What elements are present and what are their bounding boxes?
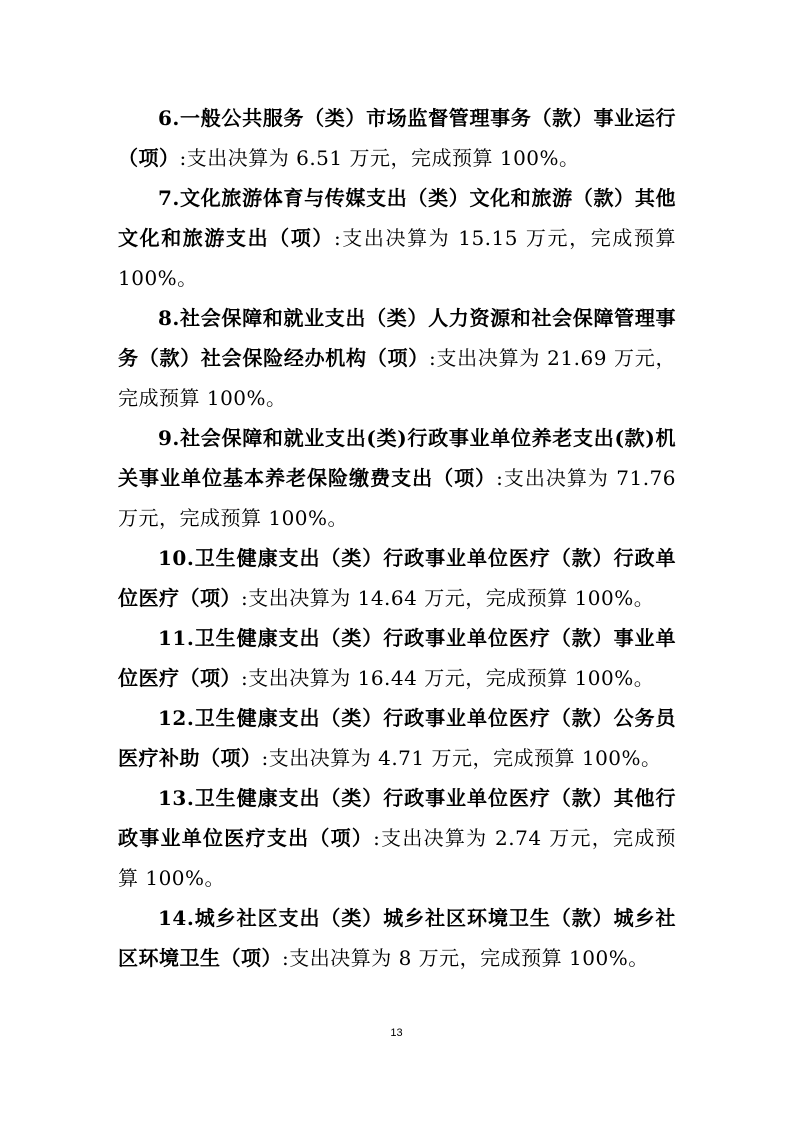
- paragraph-item-6: [118, 98, 676, 178]
- paragraph-item-13: [118, 778, 676, 898]
- paragraph-heading: 8.社会保障和就业支出（类）人力资源和社会保障管理事务（款）社会保险经办机构（项）: [118, 306, 676, 370]
- paragraph-text: :支出决算为 4.71 万元，完成预算 100%。: [261, 746, 662, 770]
- paragraph-text: :支出决算为 8 万元，完成预算 100%。: [282, 946, 649, 970]
- paragraph-heading: 7.文化旅游体育与传媒支出（类）文化和旅游（款）其他文化和旅游支出（项）: [118, 186, 676, 250]
- paragraph-heading: 10.卫生健康支出（类）行政事业单位医疗（款）行政单位医疗（项）: [118, 546, 676, 610]
- paragraph-text: :支出决算为 15.15 万元，完成预算 100%。: [118, 226, 676, 290]
- paragraph-text: :支出决算为 71.76 万元，完成预算 100%。: [118, 466, 677, 530]
- page-number: 13: [390, 1027, 403, 1039]
- paragraph-item-10: [118, 538, 676, 618]
- paragraph-item-11: [118, 618, 676, 698]
- paragraph-text: :支出决算为 6.51 万元，完成预算 100%。: [179, 146, 580, 170]
- paragraph-text: :支出决算为 14.64 万元，完成预算 100%。: [241, 586, 655, 610]
- paragraph-heading: 9.社会保障和就业支出(类)行政事业单位养老支出(款)机关事业单位基本养老保险缴费支出（项）: [118, 426, 676, 490]
- paragraph-text: :支出决算为 16.44 万元，完成预算 100%。: [241, 666, 655, 690]
- paragraph-item-9: [118, 418, 676, 538]
- paragraph-item-14: [118, 898, 676, 978]
- paragraph-heading: 12.卫生健康支出（类）行政事业单位医疗（款）公务员医疗补助（项）: [118, 706, 676, 770]
- paragraph-item-8: [118, 298, 676, 418]
- paragraph-text: :支出决算为 2.74 万元，完成预算 100%。: [118, 826, 677, 890]
- document-body: [118, 98, 676, 978]
- paragraph-heading: 6.一般公共服务（类）市场监督管理事务（款）事业运行（项）: [118, 106, 676, 170]
- paragraph-heading: 13.卫生健康支出（类）行政事业单位医疗（款）其他行政事业单位医疗支出（项）: [118, 786, 676, 850]
- paragraph-item-7: [118, 178, 676, 298]
- paragraph-heading: 14.城乡社区支出（类）城乡社区环境卫生（款）城乡社区环境卫生（项）: [118, 906, 676, 970]
- paragraph-heading: 11.卫生健康支出（类）行政事业单位医疗（款）事业单位医疗（项）: [118, 626, 676, 690]
- paragraph-text: :支出决算为 21.69 万元，完成预算 100%。: [118, 346, 676, 410]
- paragraph-item-12: [118, 698, 676, 778]
